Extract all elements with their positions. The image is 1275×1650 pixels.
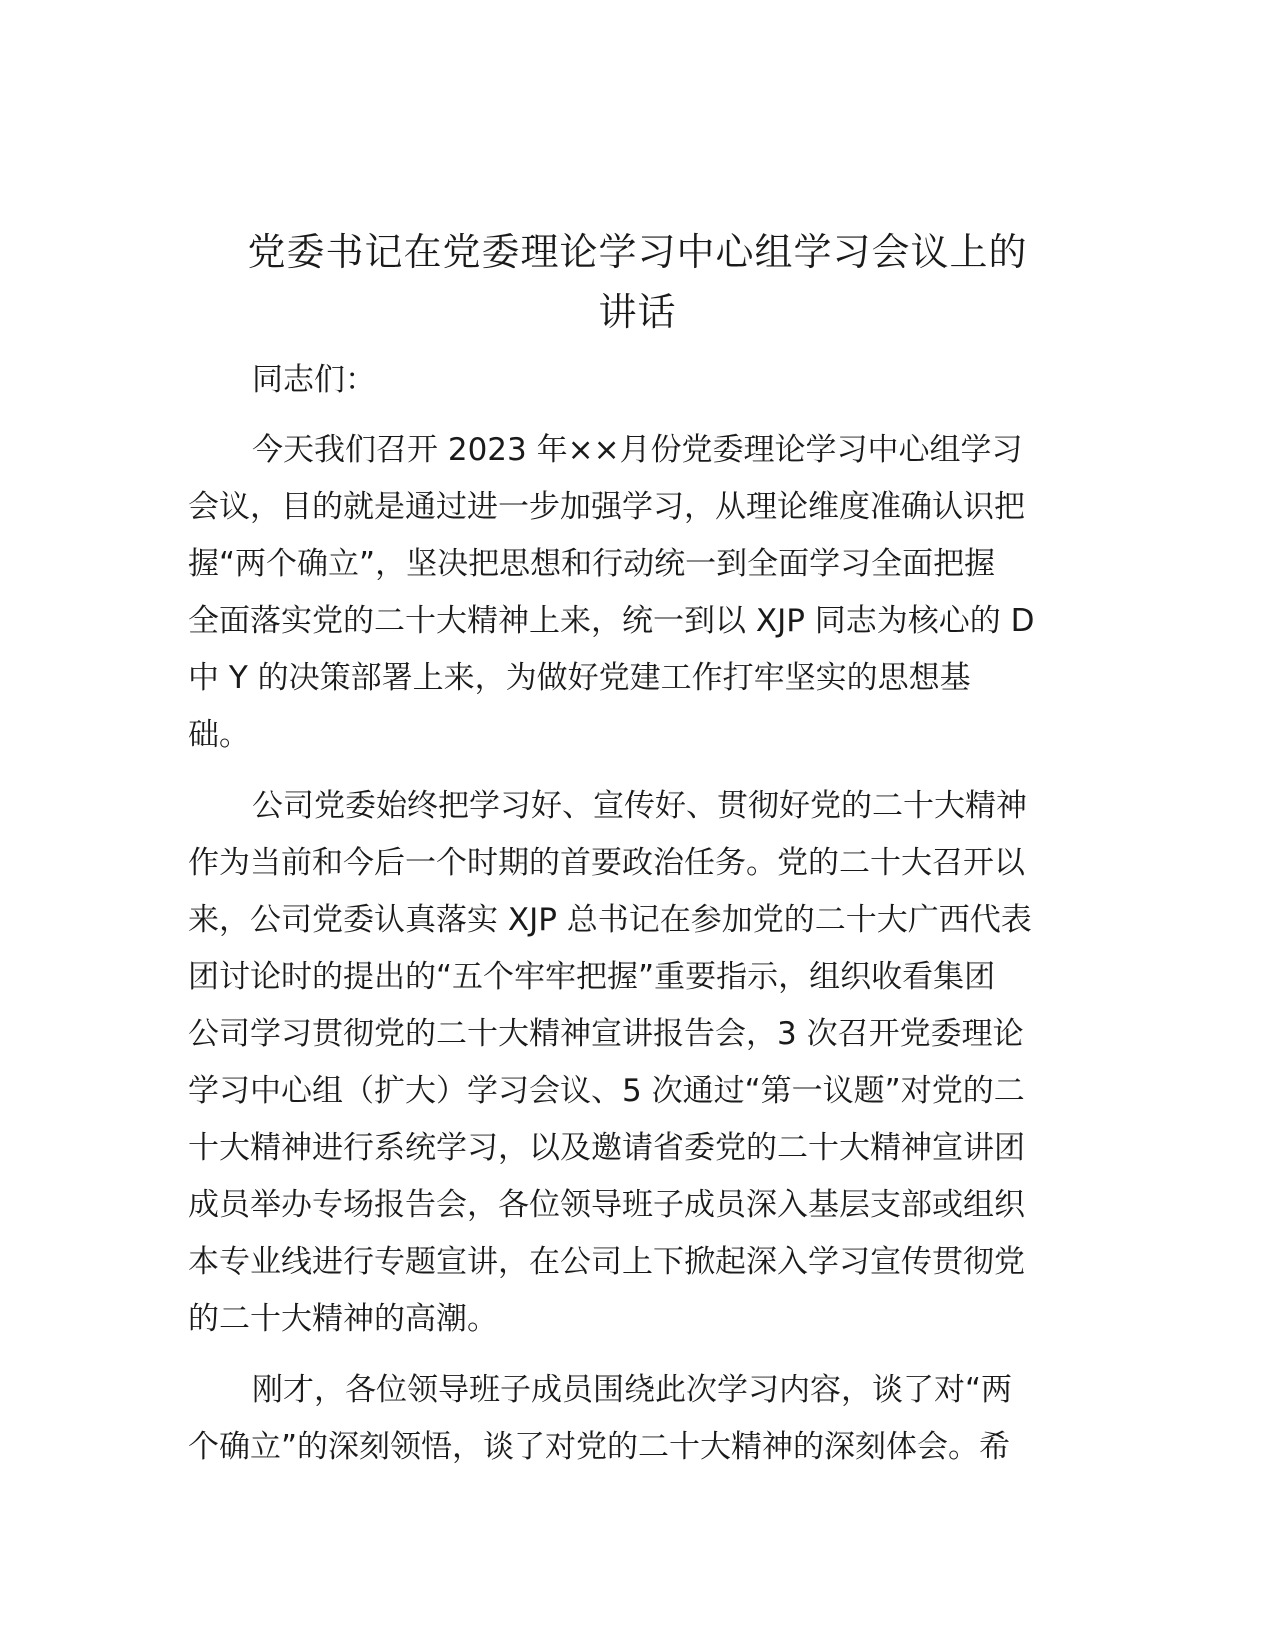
paragraph-line: 全面落实党的二十大精神上来，统一到以 XJP 同志为核心的 D (188, 603, 1035, 639)
paragraph-line: 本专业线进行专题宣讲，在公司上下掀起深入学习宣传贯彻党 (188, 1244, 1025, 1280)
paragraph-line: 会议，目的就是通过进一步加强学习，从理论维度准确认识把 (188, 489, 1025, 525)
paragraph-line: 作为当前和今后一个时期的首要政治任务。党的二十大召开以 (188, 845, 1025, 881)
paragraph-line: 的二十大精神的高潮。 (188, 1301, 498, 1337)
paragraph-line: 础。 (188, 717, 250, 753)
paragraph (188, 422, 1088, 764)
paragraph-line: 个确立”的深刻领悟，谈了对党的二十大精神的深刻体会。希 (188, 1429, 1011, 1465)
paragraph-line: 来，公司党委认真落实 XJP 总书记在参加党的二十大广西代表 (188, 902, 1032, 938)
title-line: 讲话 (598, 290, 677, 334)
paragraph-line: 学习中心组（扩大）学习会议、5 次通过“第一议题”对党的二 (188, 1073, 1025, 1109)
paragraph-line: 公司学习贯彻党的二十大精神宣讲报告会，3 次召开党委理论 (188, 1016, 1024, 1052)
salutation: 同志们： (252, 362, 376, 398)
paragraph-line: 中 Y 的决策部署上来，为做好党建工作打牢坚实的思想基 (188, 660, 971, 696)
paragraph (188, 778, 1088, 1348)
paragraph-line: 握“两个确立”，坚决把思想和行动统一到全面学习全面把握 (188, 546, 996, 582)
paragraph-line: 刚才，各位领导班子成员围绕此次学习内容，谈了对“两 (252, 1372, 1013, 1408)
title-line: 党委书记在党委理论学习中心组学习会议上的 (247, 230, 1028, 274)
paragraph-line: 今天我们召开 2023 年××月份党委理论学习中心组学习 (252, 432, 1023, 468)
paragraph (188, 1362, 1088, 1476)
document-body (188, 352, 1088, 1476)
document-title (150, 222, 1125, 342)
paragraph-line: 公司党委始终把学习好、宣传好、贯彻好党的二十大精神 (252, 788, 1027, 824)
paragraph-line: 十大精神进行系统学习，以及邀请省委党的二十大精神宣讲团 (188, 1130, 1025, 1166)
paragraph-line: 团讨论时的提出的“五个牢牢把握”重要指示，组织收看集团 (188, 959, 996, 995)
paragraph-line: 成员举办专场报告会，各位领导班子成员深入基层支部或组织 (188, 1187, 1025, 1223)
